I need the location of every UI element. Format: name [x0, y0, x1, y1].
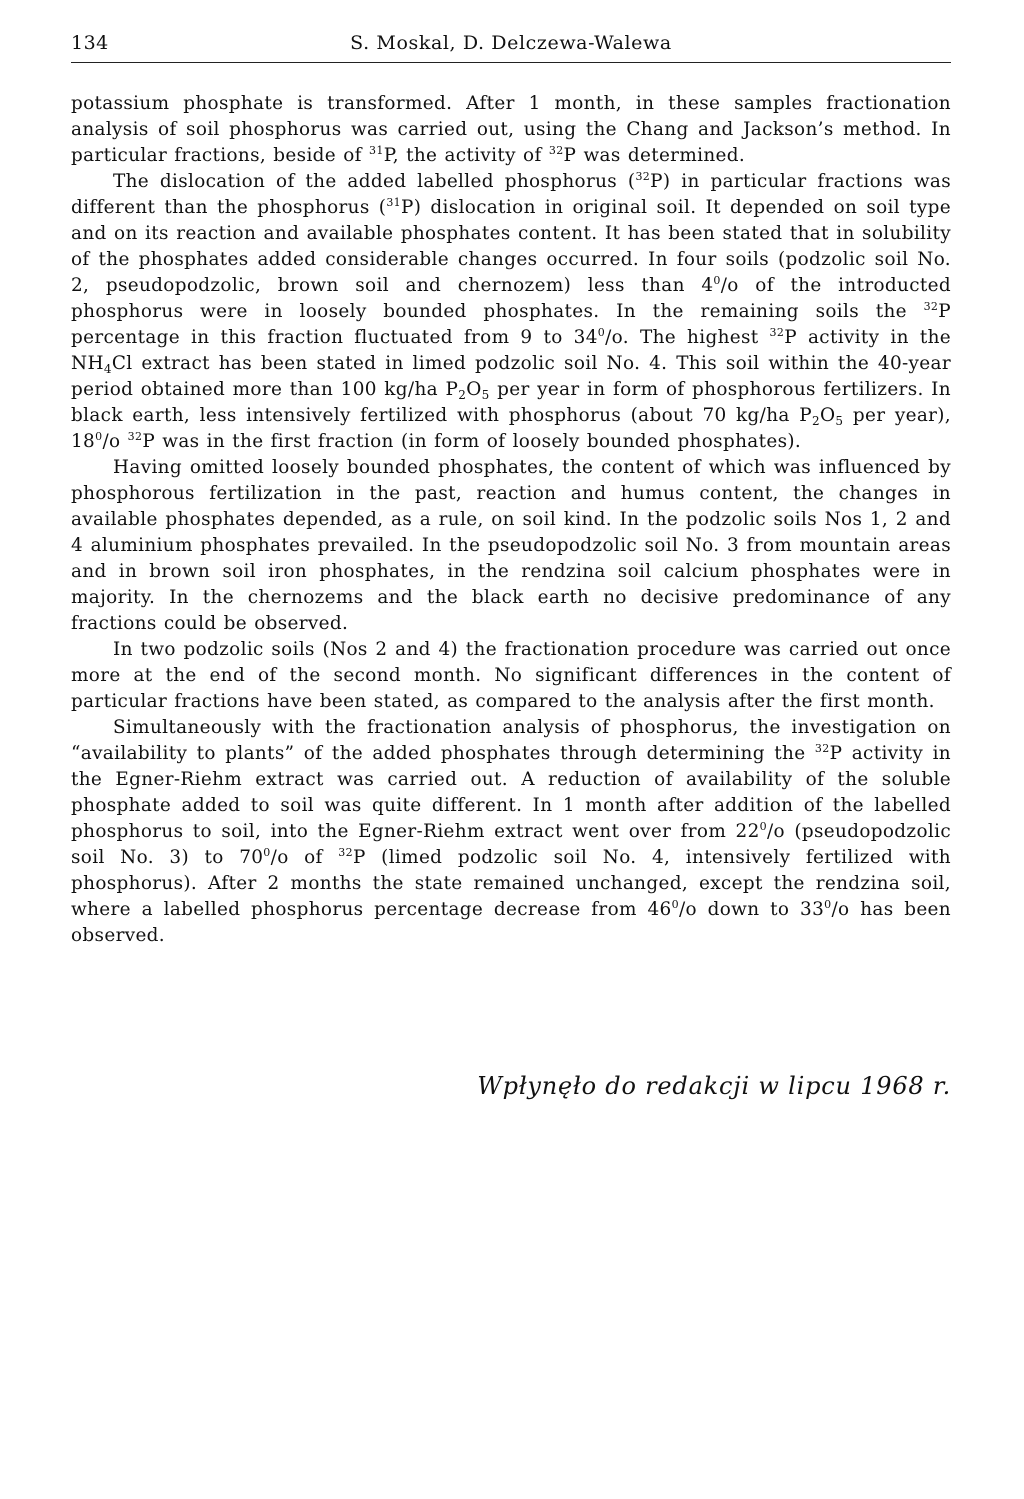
text-run: P (limed podzolic soil No. 4, intensively fertilized with phosphorus). After 2 months the state remained unchanged, except the rendzina soil, where a labelled phosphorus percentage decrease from 46: [71, 847, 951, 920]
paragraph-4: [71, 637, 951, 715]
text-run: P was determined.: [563, 145, 746, 166]
text-run: P activity in the NH: [71, 327, 952, 374]
text-run: O: [466, 379, 482, 400]
text-run: per year in form of phosphorous fertilizers. In black earth, less intensively fertilized with phosphorus (about 70 kg/ha P: [71, 379, 951, 426]
superscript: 0: [824, 898, 832, 911]
text-run: potassium phosphate is transformed. After 1 month, in these samples fractionation analysis of soil phosphorus was carried out, using the Chang and Jackson’s method. In particular fractions, beside of: [71, 93, 951, 166]
received-note: Wpłynęło do redakcji w lipcu 1968 r.: [477, 1072, 951, 1100]
subscript: 5: [835, 414, 844, 428]
text-run: Having omitted loosely bounded phosphates, the content of which was influenced by phosphorous fertilization in the past, reaction and humus content, the changes in available phosphates depended, as a rule, on soil kind. In the podzolic soils Nos 1, 2 and 4 aluminium phosphates prevailed. In the pseudopodzolic soil No. 3 from mountain areas and in brown soil iron phosphates, in the rendzina soil calcium phosphates were in majority. In the chernozems and the black earth no decisive predominance of any fractions could be observed.: [71, 457, 951, 634]
superscript: 32: [769, 326, 785, 339]
text-run: /o down to 33: [678, 899, 825, 920]
superscript: 0: [759, 820, 767, 833]
subscript: 4: [103, 362, 112, 376]
superscript: 0: [671, 898, 679, 911]
superscript: 32: [548, 144, 564, 157]
text-run: /o of: [270, 847, 339, 868]
text-run: P was in the first fraction (in form of loosely bounded phosphates).: [142, 431, 802, 452]
superscript: 0: [263, 846, 271, 859]
text-run: Simultaneously with the fractionation analysis of phosphorus, the investigation on “availability to plants” of the added phosphates through determining the: [71, 717, 951, 764]
superscript: 31: [386, 196, 402, 209]
superscript: 0: [597, 326, 606, 339]
superscript: 31: [369, 144, 384, 157]
text-run: P activity in the Egner-Riehm extract was carried out. A reduction of availability of the soluble phosphate added to soil was quite different. In 1 month after addition of the labelled phosphorus to soil, into the Egner-Riehm extract went over from 22: [71, 743, 951, 842]
superscript: 32: [338, 846, 353, 859]
paragraph-2: [71, 169, 951, 455]
superscript: 0: [95, 430, 103, 443]
superscript: 32: [635, 170, 651, 183]
text-run: /o has been observed.: [71, 899, 951, 946]
page-header: [71, 32, 951, 62]
superscript: 32: [814, 742, 830, 755]
subscript: 2: [811, 414, 820, 428]
paragraph-1: [71, 91, 951, 169]
text-run: The dislocation of the added labelled phosphorus (: [113, 171, 636, 192]
text-run: /o: [102, 431, 128, 452]
superscript: 32: [127, 430, 143, 443]
text-run: P) dislocation in original soil. It depended on soil type and on its reaction and available phosphates content. It has been stated that in solubility of the phosphates added considerable changes occurred. In four soils (podzolic soil No. 2, pseudopodzolic, brown soil and chernozem) less than 4: [71, 197, 951, 296]
running-title: S. Moskal, D. Delczewa-Walewa: [350, 32, 672, 54]
paragraph-3: [71, 455, 951, 637]
text-run: Cl extract has been stated in limed podzolic soil No. 4. This soil within the 40-year period obtained more than 100 kg/ha P: [71, 353, 951, 400]
superscript: 0: [713, 274, 721, 287]
text-run: /o. The highest: [605, 327, 770, 348]
text-run: /o (pseudopodzolic soil No. 3) to 70: [71, 821, 951, 868]
text-run: P) in particular fractions was different than the phosphorus (: [71, 171, 952, 218]
article-body: [71, 91, 951, 949]
header-rule: [71, 62, 951, 63]
subscript: 2: [458, 388, 467, 402]
subscript: 5: [481, 388, 490, 402]
text-run: per year), 18: [71, 405, 951, 452]
page-number: 134: [71, 32, 109, 54]
text-run: In two podzolic soils (Nos 2 and 4) the fractionation procedure was carried out once more at the end of the second month. No significant differences in the content of particular fractions have been stated, as compared to the analysis after the first month.: [71, 639, 951, 712]
text-run: O: [819, 405, 836, 426]
paragraph-5: [71, 715, 951, 949]
text-run: P percentage in this fraction fluctuated from 9 to 34: [71, 301, 951, 348]
text-run: /o of the introducted phosphorus were in loosely bounded phosphates. In the remaining soils the: [71, 275, 951, 322]
superscript: 32: [923, 300, 939, 313]
text-run: P, the activity of: [383, 145, 549, 166]
